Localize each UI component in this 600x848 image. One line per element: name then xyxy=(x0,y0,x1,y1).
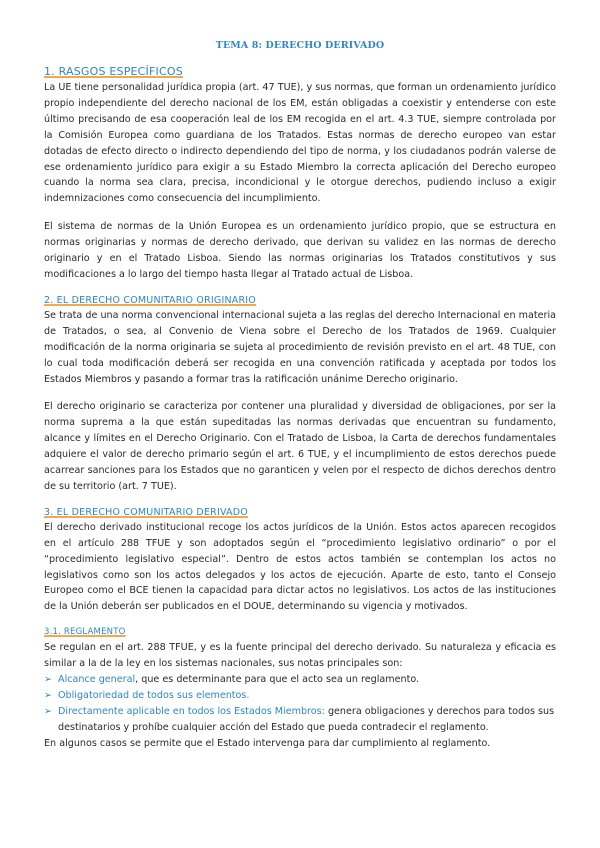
arrow-bullet-icon: ➢ xyxy=(44,705,53,717)
paragraph: El sistema de normas de la Unión Europea es un ordenamiento jurídico propio, que se estructura en normas originarias y normas de derecho derivado, que derivan su validez en las normas de derecho originario y en el Tratado Lisboa. Siendo las normas originarias los Tratados constitutivos y sus modificaciones a lo largo del tiempo hasta llegar al Tratado actual de Lisboa. xyxy=(44,221,556,280)
subsection-heading-reglamento: 3.1. REGLAMENTO xyxy=(44,627,126,638)
arrow-bullet-icon: ➢ xyxy=(44,674,53,686)
highlight-text: Alcance general xyxy=(58,674,136,686)
section-originario xyxy=(44,295,556,495)
list-item-text: , que es determinante para que el acto sea un reglamento. xyxy=(135,674,420,686)
list-item xyxy=(44,672,556,688)
paragraph: La UE tiene personalidad jurídica propia (art. 47 TUE), y sus normas, que forman un ordenamiento jurídico propio independiente del derecho nacional de los EM, están obligadas a coexistir y entenderse con este último precisando de esa cooperación leal de los EM recogida en el art. 4.3 TUE, siempre controlada por la Comisión Europea como guardiana de los Tratados. Estas normas de derecho europeo van estar dotadas de efecto directo o indirecto dependiendo del tipo de norma, y los ciudadanos podrán valerse de ese ordenamiento jurídico para exigir a su Estado Miembro la correcta aplicación del Derecho europeo cuando la norma sea clara, precisa, incondicional y le otorgue derechos, pudiendo incluso a exigir indemnizaciones como consecuencia del incumplimiento. xyxy=(44,82,556,205)
highlight-text: Obligatoriedad de todos sus elementos. xyxy=(58,690,250,701)
list-item-text: genera obligaciones y derechos para todos sus destinatarios y prohíbe cualquier acción del Estado que pueda contradecir el reglamento. xyxy=(58,705,555,733)
paragraph: Se trata de una norma convencional internacional sujeta a las reglas del derecho Internacional en materia de Tratados, o sea, al Convenio de Viena sobre el Derecho de los Tratados de 1969. Cualquier modificación de la norma originaria se sujeta al procedimiento de revisión previsto en el art. 48 TUE, con lo cual toda modificación deberá ser recogida en una convención ratificada y aceptada por todos los Estados Miembros y pasando a formar tras la ratificación unánime Derecho originario. xyxy=(44,309,556,385)
bullet-list xyxy=(44,672,556,736)
page-title: TEMA 8: DERECHO DERIVADO xyxy=(215,40,385,51)
list-item xyxy=(44,688,556,704)
document-page xyxy=(44,40,556,762)
list-item xyxy=(44,704,556,736)
highlight-text: Directamente aplicable en todos los Estados Miembros: xyxy=(58,705,325,717)
paragraph: El derecho originario se caracteriza por contener una pluralidad y diversidad de obligaciones, por ser la norma suprema a la que están supeditadas las normas derivadas que encuentran su fundamento, alcance y límites en el Derecho Originario. Con el Tratado de Lisboa, la Carta de derechos fundamentales adquiere el valor de derecho primario según el art. 6 TUE, y el incumplimiento de estos derechos puede acarrear sanciones para los Estados que no garanticen y velen por el respecto de dichos derechos dentro de su territorio (art. 7 TUE). xyxy=(44,401,556,492)
section-heading-derivado: 3. EL DERECHO COMUNITARIO DERIVADO xyxy=(44,506,248,518)
paragraph: El derecho derivado institucional recoge los actos jurídicos de la Unión. Estos actos aparecen recogidos en el artículo 288 TFUE y son adoptados según el “procedimiento legislativo ordinario” o por el “procedimiento legislativo especial”. Dentro de estos actos también se contemplan los actos no legislativos como son los actos delegados y los actos de ejecución. Aparte de esto, tanto el Consejo Europeo como el BCE tienen la capacidad para dictar actos no legislativos. Los actos de las instituciones de la Unión deberán ser publicados en el DOUE, determinando su vigencia y motivados. xyxy=(44,521,556,613)
section-reglamento xyxy=(44,627,556,751)
section-heading-originario: 2. EL DERECHO COMUNITARIO ORIGINARIO xyxy=(44,294,256,306)
paragraph: En algunos casos se permite que el Estado intervenga para dar cumplimiento al reglamento. xyxy=(44,737,491,749)
arrow-bullet-icon: ➢ xyxy=(44,690,53,701)
section-rasgos xyxy=(44,65,556,283)
section-derivado xyxy=(44,507,556,615)
section-heading-rasgos: 1. RASGOS ESPECÍFICOS xyxy=(44,65,183,78)
paragraph: Se regulan en el art. 288 TFUE, y es la fuente principal del derecho derivado. Su naturaleza y eficacia es similar a la de la ley en los sistemas nacionales, sus notas principales son: xyxy=(44,642,556,670)
